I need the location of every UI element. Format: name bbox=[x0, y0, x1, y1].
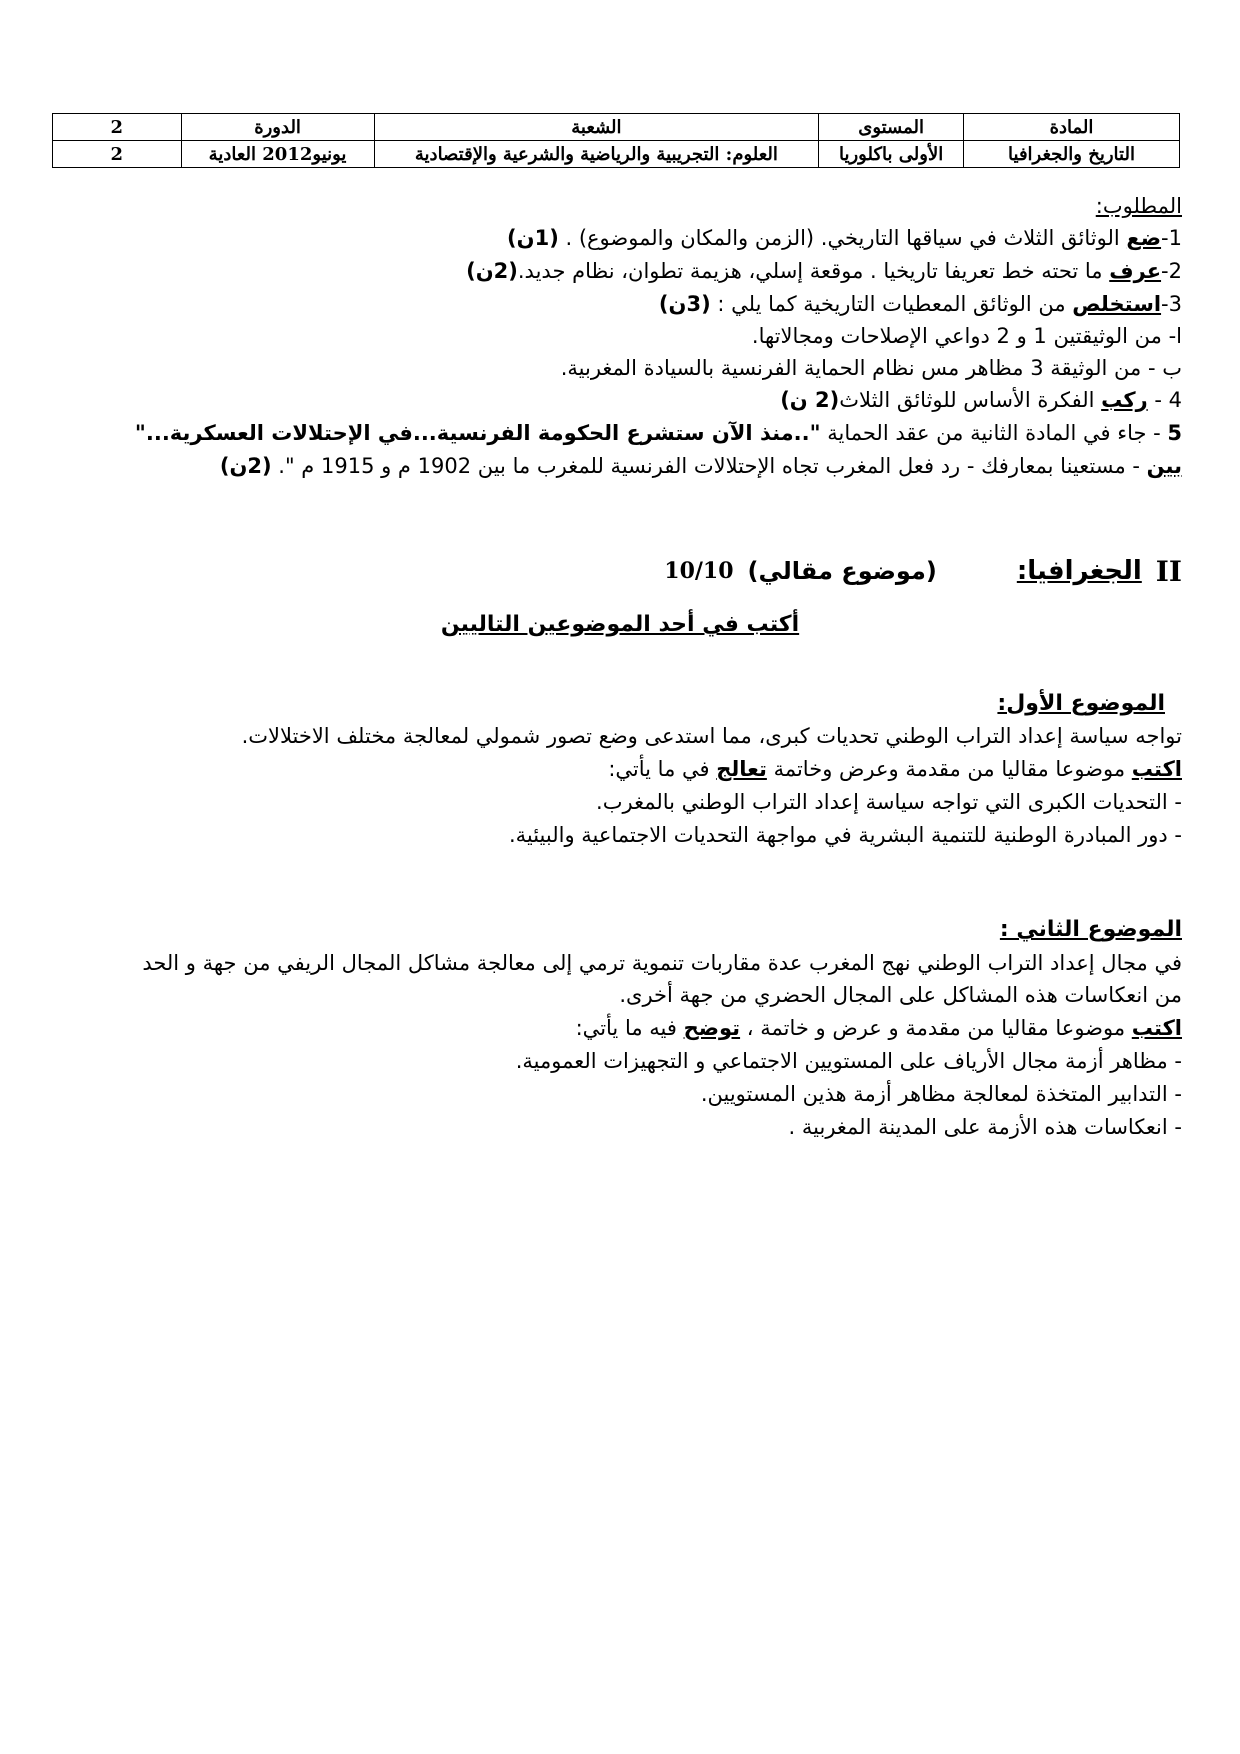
branch-value: العلوم: التجريبية والرياضية والشرعية والإقتصادية bbox=[374, 141, 819, 168]
branch-label: الشعبة bbox=[374, 114, 819, 141]
q1-points: (1ن) bbox=[507, 226, 559, 250]
t1-instruction-mid: موضوعا مقاليا من مقدمة وعرض وخاتمة bbox=[766, 757, 1132, 781]
topic-1-text: تواجه سياسة إعداد التراب الوطني تحديات كبرى، مما استدعى وضع تصور شمولي لمعالجة مختلف الاختلالات. bbox=[241, 724, 1182, 748]
geography-number: II bbox=[1155, 554, 1182, 588]
session-value: يونيو2012 العادية bbox=[181, 141, 374, 168]
q5-text: - جاء في المادة الثانية من عقد الحماية bbox=[820, 421, 1168, 445]
q2-points: (2ن) bbox=[466, 259, 518, 283]
geography-score: 10/10 bbox=[664, 558, 734, 584]
question-5 bbox=[135, 418, 1182, 448]
topic-1-item-2: - دور المبادرة الوطنية للتنمية البشرية في مواجهة التحديات الاجتماعية والبيئية. bbox=[508, 823, 1182, 847]
q3-num: 3- bbox=[1161, 292, 1182, 316]
question-3 bbox=[659, 289, 1182, 319]
t1-instruction-end: في ما يأتي: bbox=[608, 757, 717, 781]
question-3a: ا- من الوثيقتين 1 و 2 دواعي الإصلاحات ومجالاتها. bbox=[751, 324, 1182, 348]
q3-points: (3ن) bbox=[658, 292, 711, 316]
question-2 bbox=[466, 256, 1182, 286]
topic-2-text-1: في مجال إعداد التراب الوطني نهج المغرب عدة مقاربات تنموية ترمي إلى معالجة مشاكل المجال الريفي من جهة و الحد bbox=[142, 951, 1182, 975]
q4-text: الفكرة الأساس للوثائق الثلاث bbox=[839, 388, 1102, 412]
topic-1-instruction bbox=[608, 754, 1182, 784]
q1-text: الوثائق الثلاث في سياقها التاريخي. (الزمن والمكان والموضوع) . bbox=[558, 226, 1127, 250]
subject-value: التاريخ والجغرافيا bbox=[964, 141, 1180, 168]
topic-2-item-1: - مظاهر أزمة مجال الأرياف على المستويين الاجتماعي و التجهيزات العمومية. bbox=[515, 1049, 1182, 1073]
level-label: المستوى bbox=[819, 114, 964, 141]
t2-instruction-end: فيه ما يأتي: bbox=[575, 1016, 684, 1040]
choose-topic-instruction: أكتب في أحد الموضوعين التاليين bbox=[440, 612, 800, 637]
q1-verb: ضع bbox=[1126, 226, 1162, 250]
header-labels-row bbox=[53, 114, 1180, 141]
level-value: الأولى باكلوريا bbox=[819, 141, 964, 168]
t1-verb-treat: تعالج bbox=[716, 757, 767, 781]
q5-quote: "..منذ الآن ستشرع الحكومة الفرنسية...في الإحتلالات العسكرية..." bbox=[134, 421, 821, 445]
q2-num: 2- bbox=[1161, 259, 1182, 283]
question-5b bbox=[220, 451, 1182, 481]
session-label: الدورة bbox=[181, 114, 374, 141]
q4-num: 4 - bbox=[1147, 388, 1182, 412]
q2-text: ما تحته خط تعريفا تاريخيا . موقعة إسلي، هزيمة تطوان، نظام جديد. bbox=[517, 259, 1110, 283]
geography-heading bbox=[482, 551, 1182, 591]
code-value: 2 bbox=[53, 141, 182, 168]
exam-header-table bbox=[52, 113, 1180, 168]
geography-title: الجغرافيا: bbox=[1016, 556, 1142, 586]
q5b-verb: بين bbox=[1146, 454, 1182, 478]
topic-2-instruction bbox=[576, 1013, 1182, 1043]
subject-label: المادة bbox=[964, 114, 1180, 141]
q1-num: 1- bbox=[1161, 226, 1182, 250]
t1-verb-write: اكتب bbox=[1131, 757, 1182, 781]
t2-instruction-mid: موضوعا مقاليا من مقدمة و عرض و خاتمة ، bbox=[740, 1016, 1132, 1040]
question-1 bbox=[507, 223, 1182, 253]
q3-text: من الوثائق المعطيات التاريخية كما يلي : bbox=[710, 292, 1073, 316]
q2-verb: عرف bbox=[1109, 259, 1162, 283]
question-3b: ب - من الوثيقة 3 مظاهر مس نظام الحماية الفرنسية بالسيادة المغربية. bbox=[560, 356, 1182, 380]
topic-1-title: الموضوع الأول: bbox=[997, 691, 1165, 716]
question-4 bbox=[780, 385, 1182, 415]
q5-num: 5 bbox=[1167, 421, 1182, 445]
topic-2-text-2: من انعكاسات هذه المشاكل على المجال الحضري من جهة أخرى. bbox=[619, 983, 1182, 1007]
q4-verb: ركب bbox=[1101, 388, 1148, 412]
topic-2-item-2: - التدابير المتخذة لمعالجة مظاهر أزمة هذين المستويين. bbox=[700, 1082, 1182, 1106]
topic-2-item-3: - انعكاسات هذه الأزمة على المدينة المغربية . bbox=[788, 1115, 1182, 1139]
q4-points: (2 ن) bbox=[780, 388, 840, 412]
t2-verb-clarify: توضح bbox=[683, 1016, 741, 1040]
q5b-points: (2ن) bbox=[219, 454, 272, 478]
required-label: المطلوب: bbox=[1095, 194, 1182, 218]
header-values-row bbox=[53, 141, 1180, 168]
topic-2-title: الموضوع الثاني : bbox=[999, 917, 1182, 942]
t2-verb-write: اكتب bbox=[1131, 1016, 1182, 1040]
q3-verb: استخلص bbox=[1072, 292, 1162, 316]
topic-1-item-1: - التحديات الكبرى التي تواجه سياسة إعداد التراب الوطني بالمغرب. bbox=[596, 790, 1182, 814]
q5b-text: - مستعينا بمعارفك - رد فعل المغرب تجاه الإحتلالات الفرنسية للمغرب ما بين 1902 م و 1915 م ". bbox=[271, 454, 1147, 478]
code-label: 2 bbox=[53, 114, 182, 141]
geography-type: (موضوع مقالي) bbox=[747, 557, 937, 585]
